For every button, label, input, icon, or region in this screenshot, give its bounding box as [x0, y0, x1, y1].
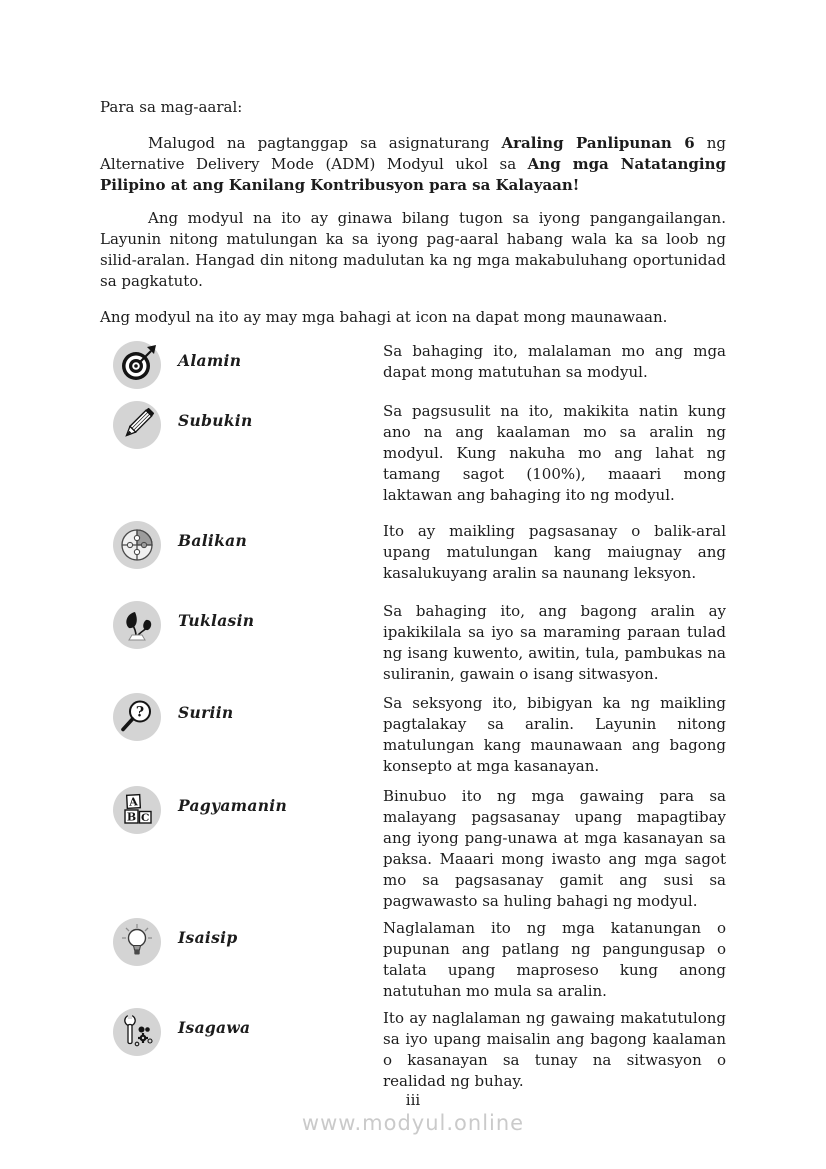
module-part-row-pagyamanin: [100, 784, 726, 912]
module-part-label: Isagawa: [178, 1018, 251, 1037]
module-part-row-tuklasin: [100, 599, 726, 685]
intro-paragraph-3: Ang modyul na ito ay may mga bahagi at icon na dapat mong maunawaan.: [100, 308, 668, 326]
module-part-label: Isaisip: [178, 928, 238, 947]
module-part-label: Tuklasin: [178, 611, 255, 630]
svg-text:A: A: [128, 795, 139, 809]
module-part-row-subukin: [100, 399, 726, 506]
module-part-label: Suriin: [178, 703, 234, 722]
module-part-description: Naglalaman ito ng mga katanungan o pupunan ang patlang ng pangungusap o talata upang maproseso kung anong natutuhan mo mula sa aralin.: [383, 919, 726, 1000]
module-parts-list: [100, 339, 726, 1092]
module-part-description: Sa bahaging ito, ang bagong aralin ay ipakikilala sa iyo sa maraming paraan tulad ng isang kuwento, awitin, tula, pambukas na suliranin, gawain o isang sitwasyon.: [383, 602, 726, 683]
module-title-bold: Ang mga Natatanging Pilipino at ang Kanilang Kontribusyon para sa Kalayaan!: [100, 155, 726, 194]
module-part-row-isagawa: [100, 1006, 726, 1092]
subject-title-bold: Araling Panlipunan 6: [501, 134, 695, 152]
module-part-label: Pagyamanin: [178, 796, 288, 815]
module-part-description: Ito ay naglalaman ng gawaing makatutulong sa iyo upang maisalin ang bagong kaalaman o kasanayan sa tunay na sitwasyon o realidad ng buhay.: [383, 1009, 726, 1090]
svg-text:C: C: [141, 812, 150, 824]
module-part-row-suriin: [100, 691, 726, 777]
lightbulb-icon: [115, 920, 159, 964]
svg-text:?: ?: [135, 704, 145, 721]
abc-blocks-icon: [115, 788, 159, 832]
tools-icon: [115, 1010, 159, 1054]
module-part-description: Sa bahaging ito, malalaman mo ang mga dapat mong matutuhan sa modyul.: [383, 342, 726, 381]
module-part-description: Sa seksyong ito, bibigyan ka ng maikling pagtalakay sa aralin. Layunin nitong matulungan kang maunawaan ang bagong konsepto at mga kasanayan.: [383, 694, 726, 775]
module-part-row-balikan: [100, 519, 726, 584]
document-heading: Para sa mag-aaral:: [100, 98, 243, 116]
module-part-label: Alamin: [178, 351, 242, 370]
module-part-row-alamin: [100, 339, 726, 389]
module-part-description: Binubuo ito ng mga gawaing para sa malayang pagsasanay upang mapagtibay ang iyong pang-unawa at mga kasanayan sa paksa. Maaari mong iwasto ang mga sagot mo sa pagsasanay gamit ang susi sa pagwawasto sa huling bahagi ng modyul.: [383, 787, 726, 910]
paragraph1-text: ng Alternative Delivery Mode (ADM) Modyul ukol sa: [100, 134, 726, 173]
target-icon: [115, 343, 159, 387]
module-part-label: Subukin: [178, 411, 253, 430]
pencil-icon: [115, 403, 159, 447]
module-part-description: Ito ay maikling pagsasanay o balik-aral upang matulungan kang maiugnay ang kasalukuyang aralin sa naunang leksyon.: [383, 522, 726, 582]
page-content: [100, 97, 726, 1092]
module-part-description: Sa pagsusulit na ito, makikita natin kung ano na ang kaalaman mo sa aralin ng modyul. Kung nakuha mo ang lahat ng tamang sagot (100%), maaari mong laktawan ang bahaging ito ng modyul.: [383, 402, 726, 504]
page-number: iii: [405, 1091, 421, 1109]
puzzle-icon: [115, 523, 159, 567]
intro-paragraph-1: [100, 133, 726, 196]
watermark: www.modyul.online: [301, 1111, 525, 1135]
svg-text:B: B: [126, 810, 137, 824]
plant-icon: [115, 603, 159, 647]
paragraph1-text: Malugod na pagtanggap sa asignaturang: [148, 134, 502, 152]
intro-paragraph-2: Ang modyul na ito ay ginawa bilang tugon sa iyong pangangailangan. Layunin nitong matulungan ka sa iyong pag-aaral habang wala ka sa loob ng silid-aralan. Hangad din nitong madulutan ka ng mga makabuluhang oportunidad sa pagkatuto.: [100, 209, 726, 290]
magnifier-question-icon: [115, 695, 159, 739]
module-part-label: Balikan: [178, 531, 248, 550]
module-part-row-isaisip: [100, 916, 726, 1002]
